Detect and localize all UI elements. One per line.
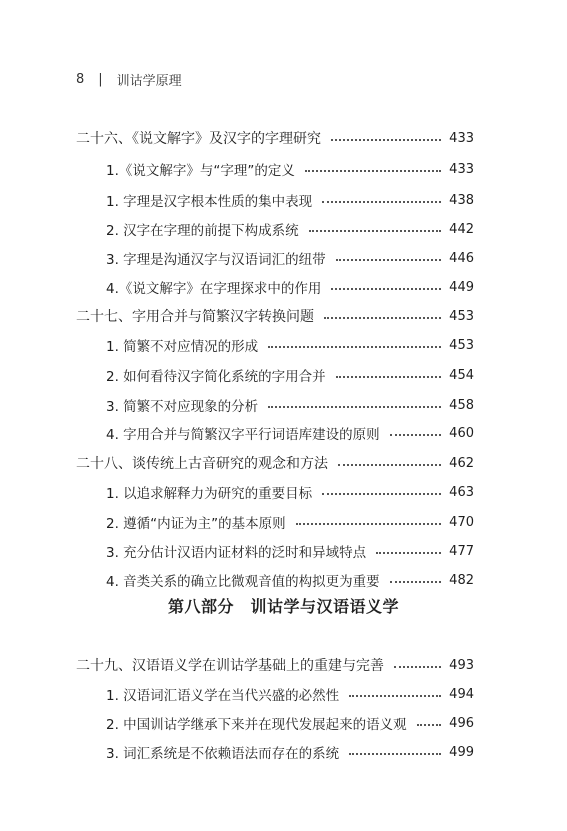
- leader-dots: [331, 288, 441, 290]
- running-header: [76, 70, 182, 89]
- toc-item-title: 1. 以追求解释力为研究的重要目标: [106, 486, 313, 502]
- toc-item-title: 2. 遵循“内证为主”的基本原则: [106, 516, 286, 532]
- leader-dots: [268, 346, 441, 348]
- toc-page-number: 438: [449, 192, 474, 208]
- toc-item: [106, 742, 474, 762]
- toc-item-title: 2. 中国训诂学继承下来并在现代发展起来的语义观: [106, 717, 407, 733]
- toc-chapter-title: 二十七、字用合并与简繁汉字转换问题: [76, 309, 314, 325]
- toc-item: [106, 219, 474, 239]
- toc-item-title: 4. 音类关系的确立比微观音值的构拟更为重要: [106, 574, 380, 590]
- toc-item: [106, 541, 474, 561]
- header-separator: |: [98, 72, 103, 87]
- leader-dots: [309, 230, 442, 232]
- toc-page-number: 482: [449, 572, 474, 588]
- leader-dots: [324, 317, 441, 319]
- toc-page-number: 454: [449, 367, 474, 383]
- toc-item: [106, 713, 474, 733]
- toc-item-title: 2. 如何看待汉字简化系统的字用合并: [106, 369, 326, 385]
- leader-dots: [331, 139, 441, 141]
- toc-page-number: 458: [449, 397, 474, 413]
- toc-page-number: 433: [449, 130, 474, 146]
- leader-dots: [322, 201, 441, 203]
- leader-dots: [390, 434, 442, 436]
- toc-page-number: 433: [449, 161, 474, 177]
- toc-chapter-title: 二十六、《说文解字》及汉字的字理研究: [76, 131, 321, 147]
- toc-chapter-title: 二十八、谈传统上古音研究的观念和方法: [76, 456, 328, 472]
- toc-item: [106, 570, 474, 590]
- toc-item-title: 1.《说文解字》与“字理”的定义: [106, 163, 295, 179]
- toc-item: [106, 512, 474, 532]
- toc-item-title: 3. 简繁不对应现象的分析: [106, 399, 259, 415]
- header-book-title: 训诂学原理: [116, 74, 182, 89]
- toc-page-number: 499: [449, 744, 474, 760]
- toc-item: [106, 335, 474, 355]
- toc-page-number: 442: [449, 221, 474, 237]
- toc-item-title: 3. 词汇系统是不依赖语法而存在的系统: [106, 746, 340, 762]
- toc-page-number: 463: [449, 484, 474, 500]
- leader-dots: [268, 406, 441, 408]
- toc-item: [106, 277, 474, 297]
- toc-page-number: 477: [449, 543, 474, 559]
- toc-item-title: 4. 字用合并与简繁汉字平行词语库建设的原则: [106, 427, 380, 443]
- toc-item-title: 1. 简繁不对应情况的形成: [106, 339, 259, 355]
- header-page-number: 8: [76, 72, 85, 87]
- toc-page-number: 470: [449, 514, 474, 530]
- leader-dots: [376, 552, 441, 554]
- toc-item: [106, 190, 474, 210]
- toc-page-number: 493: [449, 657, 474, 673]
- toc-item-title: 2. 汉字在字理的前提下构成系统: [106, 223, 299, 239]
- part-heading: 第八部分 训诂学与汉语语义学: [167, 597, 399, 616]
- toc-item: [106, 365, 474, 385]
- leader-dots: [394, 666, 441, 668]
- toc-item-title: 3. 字理是沟通汉字与汉语词汇的纽带: [106, 252, 326, 268]
- toc-page-number: 460: [449, 425, 474, 441]
- toc-page-number: 462: [449, 455, 474, 471]
- toc-chapter-27: [76, 306, 474, 326]
- toc-item: [106, 159, 474, 179]
- toc-item-title: 1. 字理是汉字根本性质的集中表现: [106, 194, 313, 210]
- leader-dots: [338, 464, 441, 466]
- leader-dots: [296, 523, 442, 525]
- toc-page-number: 453: [449, 308, 474, 324]
- leader-dots: [390, 581, 442, 583]
- leader-dots: [349, 753, 441, 755]
- toc-chapter-29: [76, 655, 474, 675]
- toc-chapter-title: 二十九、汉语语义学在训诂学基础上的重建与完善: [76, 658, 384, 674]
- toc-chapter-28: [76, 453, 474, 473]
- toc-item: [106, 423, 474, 443]
- toc-chapter-26: [76, 128, 474, 148]
- leader-dots: [305, 170, 441, 172]
- leader-dots: [322, 493, 441, 495]
- leader-dots: [349, 695, 441, 697]
- toc-item-title: 4.《说文解字》在字理探求中的作用: [106, 281, 322, 297]
- toc-item-title: 1. 汉语词汇语义学在当代兴盛的必然性: [106, 688, 340, 704]
- toc-page-number: 449: [449, 279, 474, 295]
- toc-item: [106, 684, 474, 704]
- leader-dots: [336, 259, 442, 261]
- toc-page-number: 494: [449, 686, 474, 702]
- toc-page-number: 446: [449, 250, 474, 266]
- leader-dots: [417, 724, 442, 726]
- toc-item-title: 3. 充分估计汉语内证材料的泛时和异域特点: [106, 545, 367, 561]
- toc-page-number: 453: [449, 337, 474, 353]
- toc-item: [106, 482, 474, 502]
- toc-item: [106, 395, 474, 415]
- toc-item: [106, 248, 474, 268]
- toc-page-number: 496: [449, 715, 474, 731]
- leader-dots: [336, 376, 442, 378]
